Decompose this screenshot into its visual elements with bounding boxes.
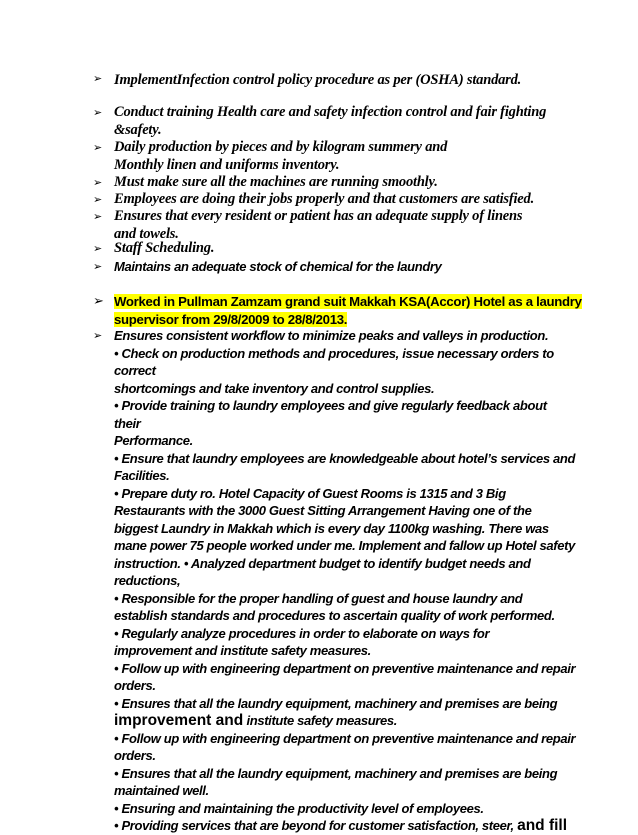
duty-text: &safety. xyxy=(114,121,162,138)
detail-line: mane power 75 people worked under me. Implement and fallow up Hotel safety xyxy=(114,538,575,553)
detail-line: • Ensure that laundry employees are knowledgeable about hotel’s services and xyxy=(114,450,576,466)
detail-line: Restaurants with the 3000 Guest Sitting Arrangement Having one of the xyxy=(114,503,532,518)
detail-line: shortcomings and take inventory and control supplies. xyxy=(114,380,435,396)
arrow-bullet-icon: ➢ xyxy=(93,141,103,154)
detail-line: • Responsible for the proper handling of guest and house laundry and xyxy=(114,590,523,606)
arrow-bullet-icon: ➢ xyxy=(93,294,104,309)
detail-line: instruction. • Analyzed department budget to identify budget needs and xyxy=(114,555,531,571)
duty-text: and towels. xyxy=(114,225,179,242)
arrow-bullet-icon: ➢ xyxy=(93,242,103,255)
job-heading-line: supervisor from 29/8/2009 to 28/8/2013. xyxy=(114,312,348,327)
detail-line: • Ensuring and maintaining the productivity level of employees. xyxy=(114,800,484,816)
duty-text: Maintains an adequate stock of chemical for the laundry xyxy=(114,259,442,274)
detail-line: • Provide training to laundry employees and give regularly feedback about xyxy=(114,398,547,413)
duty-text: Daily production by pieces and by kilogram summery and xyxy=(114,139,448,155)
detail-line: biggest Laundry in Makkah which is every day 1100kg washing. There was xyxy=(114,520,549,536)
detail-line: • Regularly analyze procedures in order to elaborate on ways for xyxy=(114,625,490,641)
detail-line: orders. xyxy=(114,678,156,693)
detail-line: • Ensures that all the laundry equipment, machinery and premises are being xyxy=(114,765,558,781)
detail-line: establish standards and procedures to ascertain quality of work performed. xyxy=(114,608,555,623)
duty-text: Staff Scheduling. xyxy=(114,240,215,256)
detail-line: • Follow up with engineering department on preventive maintenance and repair xyxy=(114,730,576,746)
detail-line: • Providing services that are beyond for customer satisfaction, steer, and fill xyxy=(114,817,568,834)
detail-line: • Prepare duty ro. Hotel Capacity of Guest Rooms is 1315 and 3 Big xyxy=(114,485,506,501)
detail-line-emphasis: and fill xyxy=(517,817,568,834)
detail-line: • Follow up with engineering department on preventive maintenance and repair xyxy=(114,660,576,676)
duty-text: Monthly linen and uniforms inventory. xyxy=(114,156,340,173)
arrow-bullet-icon: ➢ xyxy=(93,72,103,85)
duty-text: Employees are doing their jobs properly and that customers are satisfied. xyxy=(114,191,535,207)
arrow-bullet-icon: ➢ xyxy=(93,193,103,206)
arrow-bullet-icon: ➢ xyxy=(93,260,103,273)
detail-line: • Ensures that all the laundry equipment, machinery and premises are being xyxy=(114,695,558,711)
detail-line: Facilities. xyxy=(114,468,170,483)
detail-line: correct xyxy=(114,363,156,378)
detail-line: orders. xyxy=(114,748,156,763)
arrow-bullet-icon: ➢ xyxy=(93,329,103,342)
detail-line: improvement and institute safety measures. xyxy=(114,712,398,729)
detail-line-emphasis: improvement and xyxy=(114,712,244,729)
detail-line: • Check on production methods and procedures, issue necessary orders to xyxy=(114,345,554,361)
detail-line: improvement and institute safety measures. xyxy=(114,643,371,658)
duty-text: Ensures that every resident or patient has an adequate supply of linens xyxy=(114,208,523,224)
arrow-bullet-icon: ➢ xyxy=(93,176,103,189)
duty-text: ImplementInfection control policy procedure as per (OSHA) standard. xyxy=(114,72,522,88)
arrow-bullet-icon: ➢ xyxy=(93,106,103,119)
detail-line: Ensures consistent workflow to minimize peaks and valleys in production. xyxy=(114,328,549,343)
duty-text: Must make sure all the machines are running smoothly. xyxy=(114,174,438,190)
arrow-bullet-icon: ➢ xyxy=(93,210,103,223)
job-heading-line: Worked in Pullman Zamzam grand suit Makkah KSA(Accor) Hotel as a laundry xyxy=(114,294,582,309)
detail-line: reductions, xyxy=(114,573,181,588)
detail-line: their xyxy=(114,415,141,431)
detail-line: Performance. xyxy=(114,433,193,448)
duty-text: Conduct training Health care and safety infection control and fair fighting xyxy=(114,104,547,120)
detail-line: maintained well. xyxy=(114,783,209,798)
